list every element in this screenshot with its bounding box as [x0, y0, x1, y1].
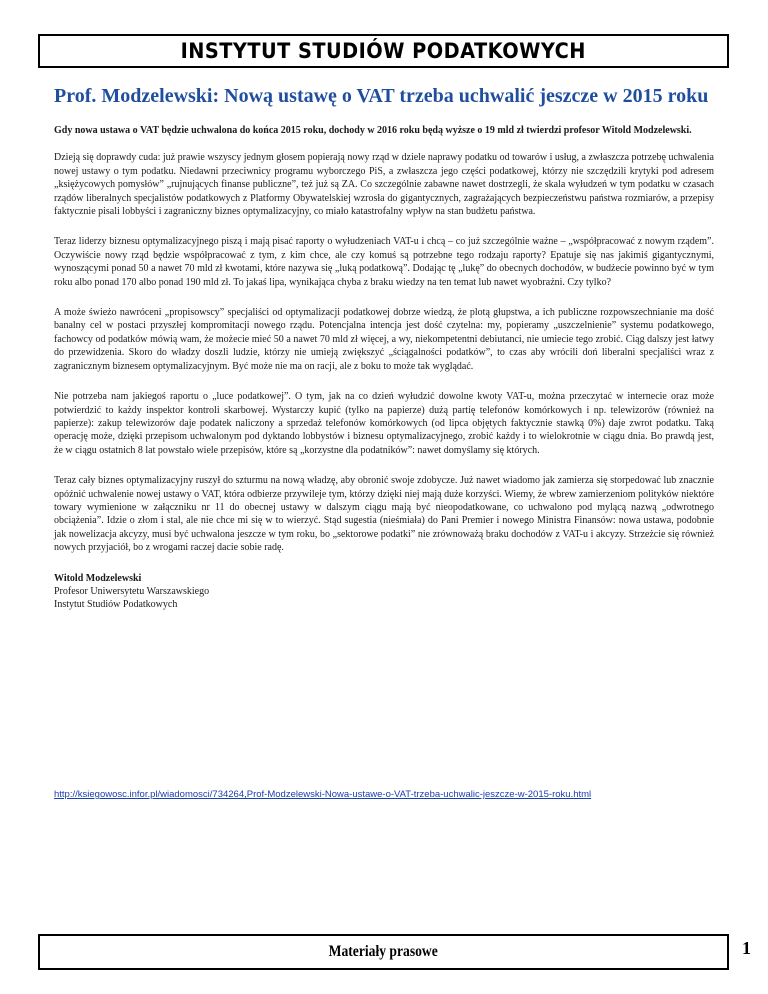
article: [54, 84, 714, 612]
signature-block: [54, 572, 714, 612]
page-number: 1: [742, 938, 751, 958]
author-institution: Instytut Studiów Podatkowych: [54, 599, 178, 611]
institute-title: INSTYTUT STUDIÓW PODATKOWYCH: [180, 39, 587, 63]
source-link[interactable]: http://ksiegowosc.infor.pl/wiadomosci/734264,Prof-Modzelewski-Nowa-ustawe-o-VAT-trzeba-uchwalic-jeszcze-w-2015-roku.html: [54, 789, 592, 800]
author-position: Profesor Uniwersytetu Warszawskiego: [54, 585, 210, 597]
footer-label: Materiały prasowe: [328, 943, 439, 960]
paragraph-5: Teraz cały biznes optymalizacyjny ruszył do szturmu na nową władzę, aby obronić swoje zdobycze. Już nawet wiadomo jak zamierza się storpedować lub znacznie opóźnić uchwalenie nowej ustawy o VAT, która odbierze przywileje tym, którzy dzięki niej mają duże korzyści. Wiemy, że wbrew zamierzeniom polityków niektóre towary wymienione w załączniku nr 11 do obecnej ustawy w dalszym ciągu mają być nieopodatkowane, co uchwalono pod mylącą nazwą „odwrotnego obciążenia”. Idzie o złom i stal, ale nie chce mi się w to wierzyć. Stąd sugestia (nieśmiała) do Pani Premier i nowego Ministra Finansów: nowa ustawa, podobnie jak nowelizacja akcyzy, musi być uchwalona jeszcze w tym roku, bo „sektorowe podatki” nie zrównoważą braku dochodów z VAT-u i akcyzy. Strzeżcie się również nowych przyjaciół, bo z wrogami raczej dacie sobie radę.: [54, 475, 714, 554]
article-title: Prof. Modzelewski: Nową ustawę o VAT trzeba uchwalić jeszcze w 2015 roku: [54, 85, 709, 107]
footer-banner: [38, 934, 729, 970]
paragraph-2: Teraz liderzy biznesu optymalizacyjnego piszą i mają pisać raporty o wyłudzeniach VAT-u i chcą – co już szczególnie ważne – „współpracować z nowym rządem”. Oczywiście nowy rząd będzie współpracować z tym, z kim chce, ale czy komuś są potrzebne tego rodzaju raporty? Epatuje się nas jakimiś gigantycznymi, wynoszącymi ponad 50 a nawet 70 mld zł kwotami, które nazywa się „luką podatkową”. Dodając tę „lukę” do obecnych dochodów, w budżecie powinno być w tym roku albo ponad 170 albo ponad 190 mld zł. To jakaś lipa, wynikająca chyba z braku wiedzy na ten temat lub nawet wyobraźni. Czy tylko?: [54, 236, 714, 288]
article-lead: Gdy nowa ustawa o VAT będzie uchwalona do końca 2015 roku, dochody w 2016 roku będą wyższe o 19 mld zł twierdzi profesor Witold Modzelewski.: [54, 125, 692, 136]
paragraph-3: A może świeżo nawróceni „propisowscy” specjaliści od optymalizacji podatkowej dobrze wiedzą, że plotą głupstwa, a ich publiczne rozpowszechnianie ma dość banalny cel w postaci przyszłej kompromitacji nowego rządu. Potencjalna intencja jest dość czytelna: my, popieramy „uszczelnienie” systemu podatkowego, fachowcy od podatków mówią wam, że możecie mieć 50 a nawet 70 mld zł więcej, a wy, niekompetentni debiutanci, nie umiecie tego zrobić. Ciąg dalszy jest łatwy do przewidzenia. Skoro do władzy doszli ludzie, którzy nie umieją zwiększyć „ściągalności podatków”, to czas aby wrócili doń liberalni specjaliści wraz z zagranicznym biznesem optymalizacyjnym. Być może nie ma on racji, ale z boku to może tak wyglądać.: [54, 307, 714, 372]
paragraph-1: Dzieją się doprawdy cuda: już prawie wszyscy jednym głosem popierają nowy rząd w dziele naprawy podatku od towarów i usług, a zwłaszcza potrzebę uchwalenia nowej ustawy o tym podatku. Niedawni przeciwnicy programu wyborczego PiS, a zwłaszcza jego części podatkowej, którzy nie szczędzili krytyki pod adresem „księżycowych pomysłów” „rujnujących finanse publiczne”, też już są ZA. Co szczególnie zabawne nawet dostrzegli, że skala wyłudzeń w tym podatku w czasach rządów liberalnych specjalistów podatkowych z Platformy Obywatelskiej wzrosła do gigantycznych, zagrażających bezpieczeństwu państwa rozmiarów, a przepisy faktycznie pisali lobbyści i zagraniczny biznes optymalizacyjny, co miało katastrofalny wpływ na stan budżetu państwa.: [54, 152, 714, 218]
header-banner: [38, 34, 729, 68]
paragraph-4: Nie potrzeba nam jakiegoś raportu o „luce podatkowej”. O tym, jak na co dzień wyłudzić dowolne kwoty VAT-u, można przeczytać w internecie oraz może potwierdzić to każdy inspektor kontroli skarbowej. Wystarczy kupić (tylko na papierze) dużą partię telefonów komórkowych i np. telewizorów (również na papierze): zakup telewizorów daje podatek naliczony a sprzedaż telefonów komórkowych (od lipca objętych faktycznie stawką 0%) daje zwrot podatku. Taką operację może, dzięki przepisom uchwalonym pod dyktando lobbystów i biznesu optymalizacyjnego, zrobić każdy i to wielokrotnie w ciągu dnia. Bo prawdą jest, że w ciągu ostatnich 8 lat powstało wiele przepisów, które są „korzystne dla podatników”: nawet domyślamy się których.: [54, 391, 714, 456]
author-name: Witold Modzelewski: [54, 572, 142, 584]
